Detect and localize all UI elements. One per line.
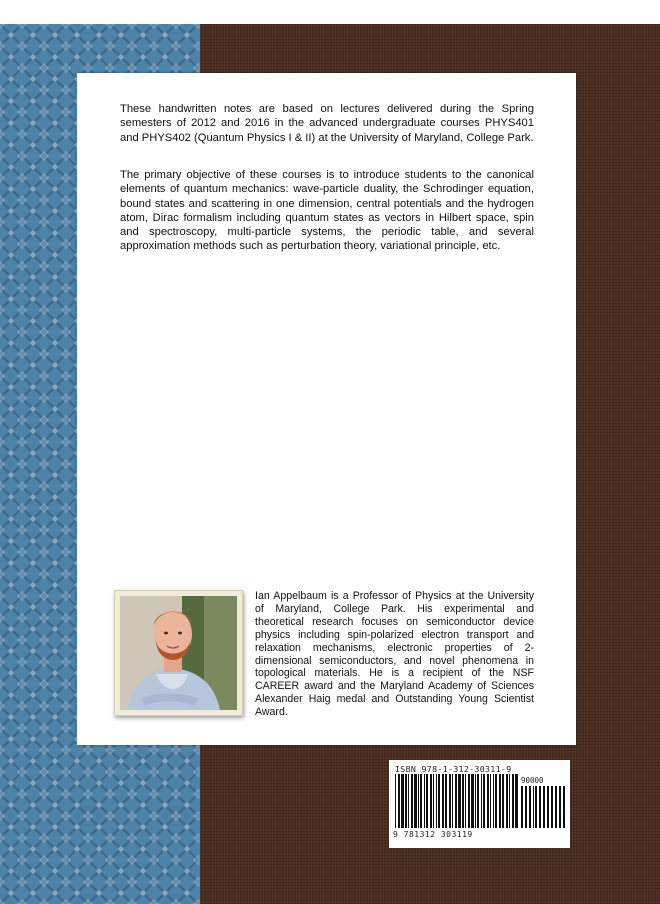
barcode-bar (471, 774, 474, 828)
addon-bar (543, 786, 545, 828)
text-panel (77, 73, 576, 745)
isbn-barcode (389, 760, 570, 848)
author-photo (120, 596, 237, 710)
barcode-bar (515, 774, 518, 828)
addon-bar (535, 786, 537, 828)
barcode-bar (411, 774, 413, 828)
description-paragraph-2: The primary objective of these courses is to introduce students to the canonical elements of quantum mechanics: wave-particle duality, the Schrodinger equation, bound states and scattering in one dimension, central potentials and the hydrogen atom, Dirac formalism including quantum states as vectors in Hilbert space, spin and spectroscopy, multi-particle systems, the periodic table, and several approximation methods such as perturbation theory, variational principle, etc. (120, 169, 534, 253)
barcode-bar (462, 774, 464, 828)
barcode-bar (405, 774, 407, 828)
author-photo-frame (114, 590, 243, 716)
barcode-bar (449, 774, 451, 828)
addon-bar (539, 786, 541, 828)
barcode-bar (495, 774, 497, 828)
barcode-bar (401, 774, 404, 828)
barcode-bar (499, 774, 501, 828)
barcode-bar (512, 774, 514, 828)
barcode-bar (426, 774, 428, 828)
barcode-digits: 9 781312 303119 (393, 830, 473, 839)
barcode-bar (436, 774, 437, 828)
description-paragraph-1: These handwritten notes are based on lectures delivered during the Spring semesters of 2012 and 2016 in the advanced undergraduate courses PHYS401 and PHYS402 (Quantum Physics I & II) at the University of Maryland, College Park. (120, 103, 534, 144)
barcode-bar (490, 774, 491, 828)
addon-bar (533, 786, 534, 828)
barcode-bar (483, 774, 485, 828)
barcode-bar (477, 774, 479, 828)
barcode-bar (502, 774, 504, 828)
barcode-bar (487, 774, 489, 828)
barcode-bar (395, 774, 396, 828)
addon-bar (555, 786, 557, 828)
barcode-bar (398, 774, 400, 828)
barcode-bar (414, 774, 417, 828)
barcode-bar (420, 774, 422, 828)
barcode-bar (408, 774, 409, 828)
addon-bar (559, 786, 561, 828)
barcode-bar (430, 774, 432, 828)
barcode-bar (481, 774, 482, 828)
price-code: 90000 (521, 776, 544, 785)
barcode-bar (455, 774, 457, 828)
addon-bar (563, 786, 565, 828)
barcode-bar (465, 774, 466, 828)
barcode-bar (475, 774, 476, 828)
barcode-bar (418, 774, 419, 828)
addon-bar (525, 786, 527, 828)
barcode-bar (468, 774, 470, 828)
author-portrait-icon (120, 596, 237, 710)
barcode-bar (438, 774, 440, 828)
barcode-bar (442, 774, 444, 828)
barcode-bar (433, 774, 434, 828)
addon-bar (551, 786, 553, 828)
barcode-bar (452, 774, 453, 828)
barcode-bar (445, 774, 447, 828)
author-bio: Ian Appelbaum is a Professor of Physics at the University of Maryland, College Park. His experimental and theoretical research focuses on semiconductor device physics including spin-polarized electron transport and relaxation mechanisms, electronic properties of 2-dimensional semiconductors, and novel phenomena in topological materials. He is a recipient of the NSF CAREER award and the Maryland Academy of Sciences Alexander Haig medal and Outstanding Young Scientist Award. (255, 590, 534, 719)
barcode-bar (458, 774, 461, 828)
barcode-bar (509, 774, 510, 828)
barcode-bar (424, 774, 425, 828)
addon-bar (529, 786, 531, 828)
barcode-bar (506, 774, 508, 828)
barcode-bar (493, 774, 494, 828)
addon-bar (547, 786, 549, 828)
isbn-label: ISBN 978-1-312-30311-9 (395, 764, 512, 774)
addon-bar (521, 786, 523, 828)
